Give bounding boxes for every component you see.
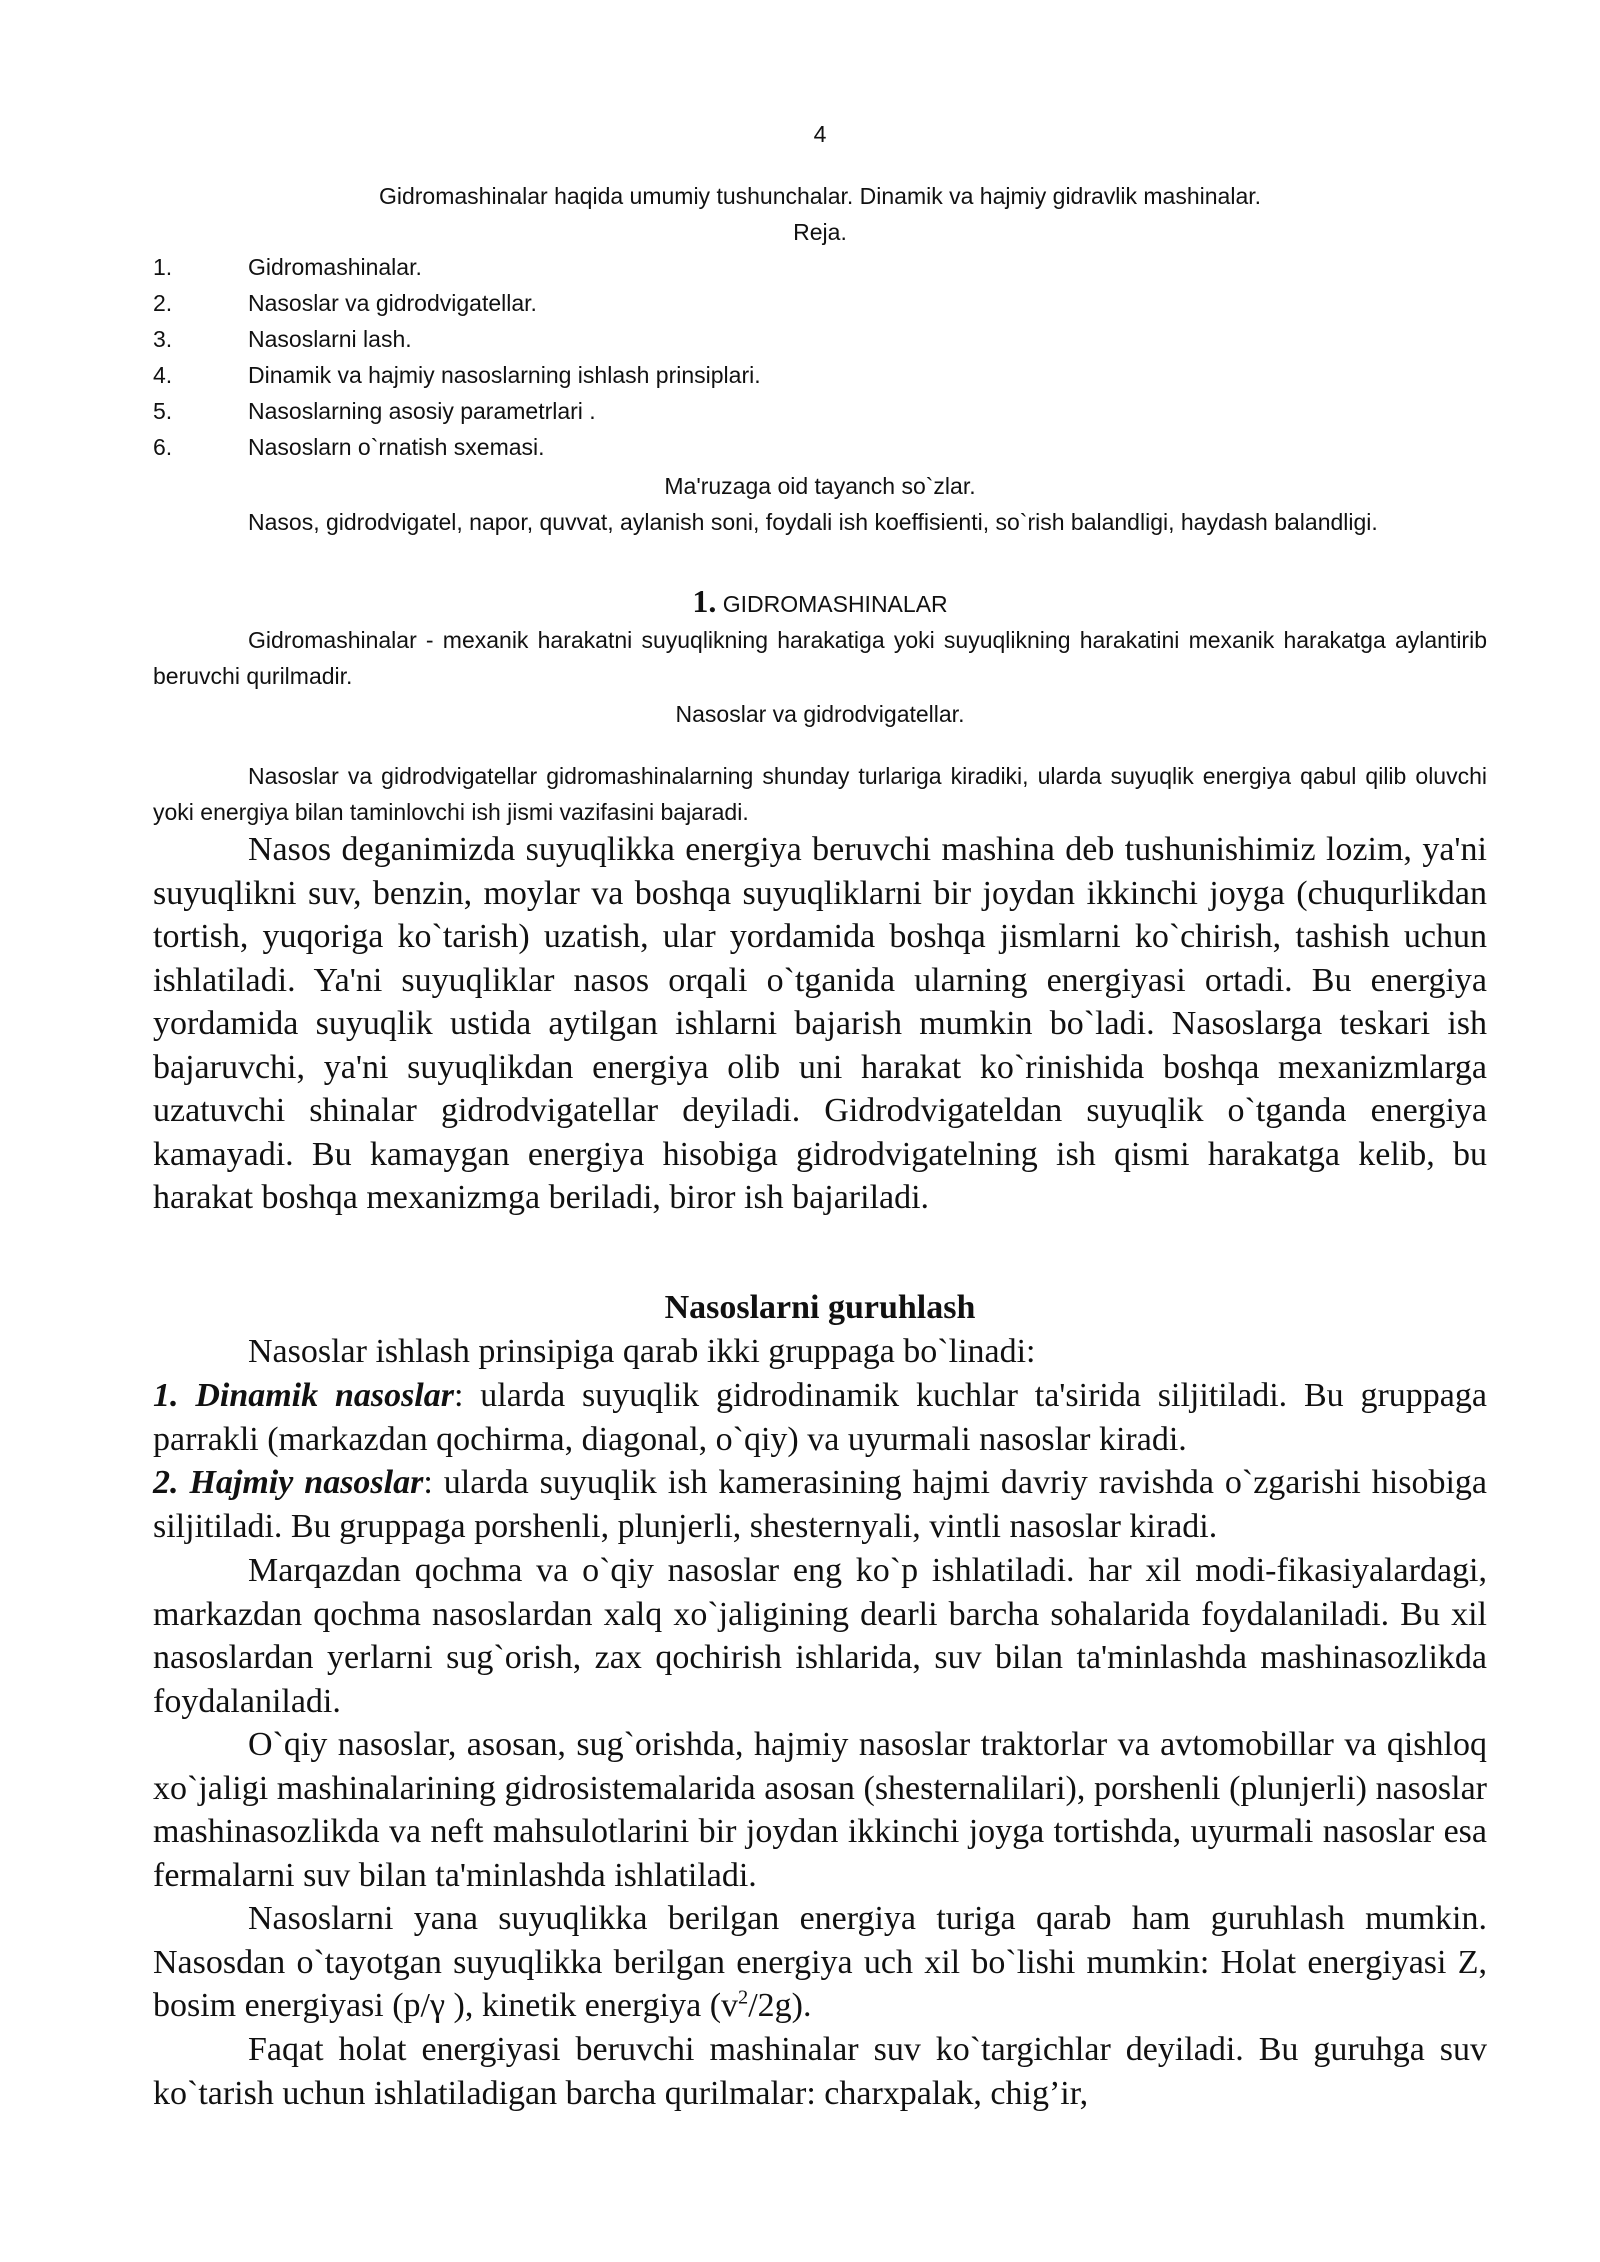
list-item-number: 3. [153,326,173,352]
paragraph-nasos: Nasos deganimizda suyuqlikka energiya beruvchi mashina deb tushunishimiz lozim, ya'ni suyuqlikni suv, benzin, moylar va boshqa suyuqliklarni bir joydan ikkinchi joyga (chuqurlikdan tortish, yuqoriga ko`tarish) uzatish, ular yordamida boshqa jismlarni ko`chirish, tashish uchun ishlatiladi. Ya'ni suyuqliklar nasos orqali o`tganida ularning energiyasi ortadi. Bu energiya yordamida suyuqlik ustida aytilgan ishlarni bajarish mumkin bo`ladi. Nasoslarga teskari ish bajaruvchi, ya'ni suyuqlikdan energiya olib uni harakat ko`rinishida boshqa mexanizmlarga uzatuvchi shinalar gidrodvigatellar deyiladi. Gidrodvigateldan suyuqlik o`tganda energiya kamayadi. Bu kamaygan energiya hisobiga gidrodvigatelning ish qismi harakatga kelib, bu harakat boshqa mexanizmga beriladi, biror ish bajariladi. [153,831,1487,1216]
list-item [153,285,1487,321]
list-item [153,393,1487,429]
superscript-two: 2 [738,1986,749,2009]
grouping-intro: Nasoslar ishlash prinsipiga qarab ikki gruppaga bo`linadi: [248,1333,1036,1370]
paragraph-lifts: Faqat holat energiyasi beruvchi mashinalar suv ko`targichlar deyiladi. Bu guruhga suv ko`tarish uchun ishlatiladigan barcha qurilmalar: charxpalak, chig’ir, [153,2031,1487,2112]
list-item-number: 6. [153,434,173,460]
list-item [153,357,1487,393]
list-item [153,249,1487,285]
plan-list [153,249,1487,465]
paragraph-centrifugal: Marqazdan qochma va o`qiy nasoslar eng ko`p ishlatiladi. har xil modi-fikasiyalardagi, markazdan qochma nasoslardan xalq xo`jaligining dearli barcha sohalarida foydalaniladi. Bu xil nasoslardan yerlarni sug`orish, zax qochirish ishlarida, suv bilan ta'minlashda mashinasozlikda foydalaniladi. [153,1552,1487,1720]
list-item-number: 1. [153,254,173,280]
list-item-text: Dinamik va hajmiy nasoslarning ishlash prinsiplari. [248,362,761,388]
section-heading [153,583,1487,622]
plan-title: Reja. [793,219,847,245]
list-item-text: Nasoslarn o`rnatish sxemasi. [248,434,545,460]
volumetric-pumps-label: 2. Hajmiy nasoslar [153,1464,424,1501]
list-item-text: Nasoslarning asosiy parametrlari . [248,398,596,424]
volumetric-pumps-text: : ularda suyuqlik ish kamerasining hajmi davriy ravishda o`zgarishi hisobiga siljitiladi. Bu gruppaga porshenli, plunjerli, shesternyali, vintli nasoslar kiradi. [153,1464,1488,1545]
paragraph-axial: O`qiy nasoslar, asosan, sug`orishda, hajmiy nasoslar traktorlar va avtomobillar va qishloq xo`jaligi mashinalarining gidrosistemalarida asosan (shesternalilari), porshenli (plunjerli) nasoslar mashinasozlikda va neft mahsulotlarini bir joydan ikkinchi joyga tortishda, uyurmali nasoslar esa fermalarni suv bilan ta'minlashda ishlatiladi. [153,1726,1487,1894]
keywords-text: Nasos, gidrodvigatel, napor, quvvat, aylanish soni, foydali ish koeffisienti, so`rish balandligi, haydash balandligi. [248,509,1378,535]
keywords-title: Ma'ruzaga oid tayanch so`zlar. [664,473,976,499]
dynamic-pumps [153,1374,1487,1461]
list-item [153,429,1487,465]
grouping-heading: Nasoslarni guruhlash [664,1289,976,1326]
paragraph-energy-text: Nasoslarni yana suyuqlikka berilgan energiya turiga qarab ham guruhlash mumkin. Nasosdan o`tayotgan suyuqlikka berilgan energiya uch xil bo`lishi mumkin: Holat energiyasi Z, bosim energiyasi (p/γ ), kinetik energiya (v [153,1900,1487,2024]
list-item [153,321,1487,357]
list-item-number: 5. [153,398,173,424]
section-definition: Gidromashinalar - mexanik harakatni suyuqlikning harakatiga yoki suyuqlikning harakatini mexanik harakatga aylantirib beruvchi qurilmadir. [153,627,1487,689]
paragraph-energy-tail: /2g). [748,1987,812,2024]
list-item-text: Nasoslarni lash. [248,326,412,352]
list-item-text: Nasoslar va gidrodvigatellar. [248,290,537,316]
volumetric-pumps [153,1461,1487,1548]
list-item-number: 4. [153,362,173,388]
list-item-number: 2. [153,290,173,316]
subsection-title: Nasoslar va gidrodvigatellar. [675,701,965,727]
list-item-text: Gidromashinalar. [248,254,422,280]
section-title: GIDROMASHINALAR [722,591,948,617]
paragraph-energy [153,1897,1487,2028]
dynamic-pumps-label: 1. Dinamik nasoslar [153,1377,454,1414]
dynamic-pumps-text: : ularda suyuqlik gidrodinamik kuchlar ta'sirida siljitiladi. Bu gruppaga parrakli (markazdan qochirma, diagonal, o`qiy) va uyurmali nasoslar kiradi. [153,1377,1487,1458]
subsection-text: Nasoslar va gidrodvigatellar gidromashinalarning shunday turlariga kiradiki, ularda suyuqlik energiya qabul qilib oluvchi yoki energiya bilan taminlovchi ish jismi vazifasini bajaradi. [153,763,1487,825]
page-number: 4 [813,121,827,147]
lecture-title: Gidromashinalar haqida umumiy tushunchalar. Dinamik va hajmiy gidravlik mashinalar. [378,183,1262,209]
section-number: 1. [692,583,717,619]
